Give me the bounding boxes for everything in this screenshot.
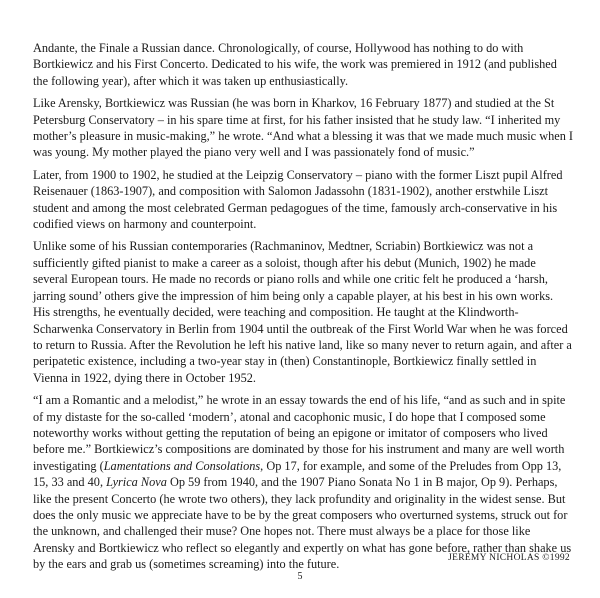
paragraph: [33, 238, 573, 386]
italic-title: Lyrica Nova: [106, 475, 167, 490]
text-run: Op 59 from 1940, and the 1907 Piano Sonata No 1 in B major, Op 9). Perhaps, like the present Concerto (he wrote two others), they lack profundity and originality in the widest sense. But does the only music we appreciate have to be by the great composers who overturned systems, struck out for the unknown, and challenged their muse? One hopes not. There must always be a place for those like Arensky and Bortkiewicz who reflect so elegantly and expertly on what has gone before, rather than shake us by the ears and grab us (sometimes screaming) into the future.: [33, 475, 572, 572]
text-run: Andante, the Finale a Russian dance. Chronologically, of course, Hollywood has nothing to do with Bortkiewicz and his First Concerto. Dedicated to his wife, the work was premiered in 1912 (and published the following year), after which it was taken up enthusiastically.: [33, 41, 557, 88]
paragraph: [33, 392, 573, 572]
body-text: [33, 40, 573, 579]
paragraph: [33, 167, 573, 233]
text-run: Later, from 1900 to 1902, he studied at the Leipzig Conservatory – piano with the former Liszt pupil Alfred Reisenauer (1863-1907), and composition with Salomon Jadassohn (1831-1902), another erstwhile Liszt student and among the most celebrated German pedagogues of the time, famously arch-conservative in his codified views on harmony and counterpoint.: [33, 167, 563, 232]
text-run: Like Arensky, Bortkiewicz was Russian (he was born in Kharkov, 16 February 1877) and studied at the St Petersburg Conservatory – in his spare time at first, for his father insisted that he study law. “I inherited my mother’s pleasure in music-making,” he wrote. “And what a blessing it was that we made much music when I was young. My mother played the piano very well and I was passionately fond of music.”: [33, 96, 574, 160]
page-number: 5: [297, 571, 303, 582]
paragraph: [33, 95, 573, 161]
italic-title: Lamentations and Consolations: [103, 458, 261, 473]
text-run: Unlike some of his Russian contemporaries (Rachmaninov, Medtner, Scriabin) Bortkiewicz was not a sufficiently gifted pianist to make a career as a soloist, though after his debut (Munich, 1902) he made several European tours. He made no records or piano rolls and while one critic felt he produced a ‘harsh, jarring sound’ others give the impression of him being only a capable player, at his best in his own works. His strengths, he eventually decided, were teaching and composition. He taught at the Klindworth-Scharwenka Conservatory in Berlin from 1904 until the outbreak of the First World War when he was forced to return to Russia. After the Revolution he left his native land, like so many never to return again, and after a peripatetic existence, including a two-year stay in (then) Constantinople, Bortkiewicz finally settled in Vienna in 1922, dying there in October 1952.: [33, 239, 572, 385]
paragraph: [33, 40, 573, 89]
text-run: “I am a Romantic and a melodist,” he wrote in an essay towards the end of his life, “and as such and in spite of my distaste for the so-called ‘modern’, atonal and cacophonic music, I do hope that I composed some noteworthy works without getting the reputation of being an epigone or imitator of composers who lived before me.” Bortkiewicz’s compositions are dominated by those for his instrument and many are well worth investigating (: [33, 393, 566, 473]
author-credit: JEREMY NICHOLAS ©1992: [448, 553, 570, 563]
text-run: , Op 17, for example, and some of the Preludes from Opp 13, 15, 33 and 40,: [33, 458, 562, 490]
